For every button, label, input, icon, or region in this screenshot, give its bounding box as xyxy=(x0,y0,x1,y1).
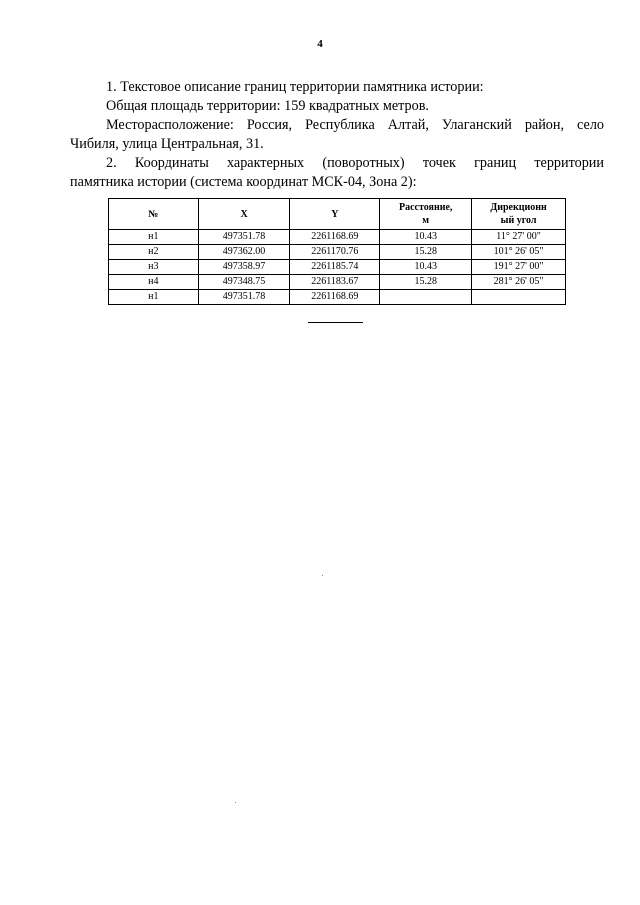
cell-y: 2261168.69 xyxy=(290,230,380,245)
cell-x: 497358.97 xyxy=(198,260,290,275)
paragraph-location-line-1: Месторасположение: Россия, Республика Алтай, Улаганский район, село xyxy=(106,117,604,133)
cell-point: н3 xyxy=(109,260,199,275)
paragraph-location-line-2: Чибиля, улица Центральная, 31. xyxy=(70,136,264,152)
table-row xyxy=(109,290,566,305)
paragraph-territory-description: 1. Текстовое описание границ территории памятника истории: xyxy=(106,79,484,95)
table-row xyxy=(109,275,566,290)
cell-x: 497362.00 xyxy=(198,245,290,260)
header-number: № xyxy=(109,199,199,230)
cell-distance: 15.28 xyxy=(380,245,472,260)
cell-x: 497351.78 xyxy=(198,290,290,305)
end-of-text-rule xyxy=(308,322,363,323)
cell-distance: 10.43 xyxy=(380,230,472,245)
cell-distance xyxy=(380,290,472,305)
cell-point: н2 xyxy=(109,245,199,260)
document-body xyxy=(70,78,604,192)
cell-point: н4 xyxy=(109,275,199,290)
header-distance-line-2: м xyxy=(422,215,430,226)
table-row xyxy=(109,230,566,245)
cell-point: н1 xyxy=(109,290,199,305)
cell-distance: 10.43 xyxy=(380,260,472,275)
scan-speck xyxy=(235,802,236,803)
scan-speck xyxy=(322,575,323,576)
table-row xyxy=(109,260,566,275)
paragraph-coordinates-line-1: 2. Координаты характерных (поворотных) точек границ территории xyxy=(106,155,604,171)
header-angle-line-1: Дирекционн xyxy=(490,202,547,213)
cell-y: 2261170.76 xyxy=(290,245,380,260)
header-distance xyxy=(380,199,472,230)
header-y: Y xyxy=(290,199,380,230)
cell-y: 2261168.69 xyxy=(290,290,380,305)
header-angle-line-2: ый угол xyxy=(500,215,537,226)
cell-distance: 15.28 xyxy=(380,275,472,290)
paragraph-total-area: Общая площадь территории: 159 квадратных метров. xyxy=(106,98,429,114)
coordinates-table xyxy=(108,198,566,305)
header-angle xyxy=(472,199,566,230)
table-row xyxy=(109,245,566,260)
cell-point: н1 xyxy=(109,230,199,245)
cell-x: 497351.78 xyxy=(198,230,290,245)
cell-y: 2261183.67 xyxy=(290,275,380,290)
header-x: X xyxy=(198,199,290,230)
page-number: 4 xyxy=(317,38,323,50)
table-header-row xyxy=(109,199,566,230)
cell-angle: 11° 27' 00" xyxy=(472,230,566,245)
cell-angle: 101° 26' 05" xyxy=(472,245,566,260)
paragraph-coordinates-line-2: памятника истории (система координат МСК-04, Зона 2): xyxy=(70,174,417,190)
cell-y: 2261185.74 xyxy=(290,260,380,275)
cell-angle: 191° 27' 00" xyxy=(472,260,566,275)
cell-angle xyxy=(472,290,566,305)
cell-angle: 281° 26' 05" xyxy=(472,275,566,290)
header-distance-line-1: Расстояние, xyxy=(398,202,453,213)
cell-x: 497348.75 xyxy=(198,275,290,290)
